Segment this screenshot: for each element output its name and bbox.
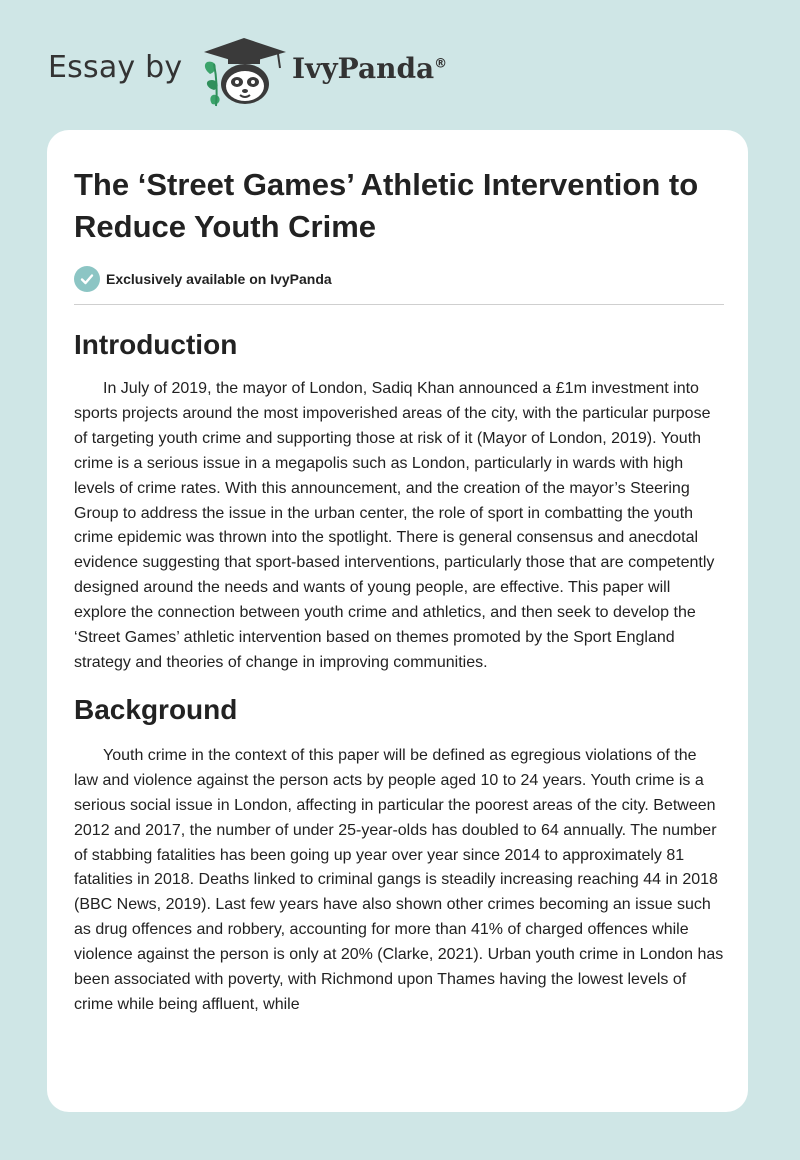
divider xyxy=(74,304,724,305)
essay-card xyxy=(47,130,748,1112)
site-header xyxy=(0,0,800,130)
ivypanda-brand[interactable] xyxy=(292,52,447,85)
exclusive-badge xyxy=(74,265,724,293)
essay-content xyxy=(74,164,724,1018)
brand-name: IvyPanda xyxy=(292,52,435,85)
introduction-paragraph: In July of 2019, the mayor of London, Sadiq Khan announced a £1m investment into sports projects around the most impoverished areas of the city, with the particular purpose of targeting youth crime and supporting those at risk of it (Mayor of London, 2019). Youth crime is a serious issue in a megapolis such as London, particularly in wards with high levels of crime rates. With this announcement, and the creation of the mayor’s Steering Group to address the issue in the urban center, the role of sport in combatting the youth crime epidemic was thrown into the spotlight. There is general consensus and anecdotal evidence suggesting that sport-based interventions, particularly those that are competently designed around the needs and wants of young people, are effective. This paper will explore the connection between youth crime and athletics, and then seek to develop the ‘Street Games’ athletic intervention based on themes promoted by the Sport England strategy and theories of change in improving communities. xyxy=(74,380,715,671)
page-title: The ‘Street Games’ Athletic Intervention to Reduce Youth Crime xyxy=(74,167,699,244)
exclusive-badge-label: Exclusively available on IvyPanda xyxy=(106,271,332,287)
check-icon xyxy=(74,266,100,292)
panda-logo-icon[interactable] xyxy=(198,34,290,108)
registered-mark: ® xyxy=(434,56,448,72)
section-heading-introduction: Introduction xyxy=(74,329,238,360)
essay-by-label: Essay by xyxy=(48,50,183,85)
background-paragraph: Youth crime in the context of this paper will be defined as egregious violations of the law and violence against the person acts by people aged 10 to 24 years. Youth crime is a serious social issue in London, affecting in particular the poorest areas of the city. Between 2012 and 2017, the number of under 25-year-olds has doubled to 64 annually. The number of stabbing fatalities has been going up year over year since 2014 to approximately 81 fatalities in 2018. Deaths linked to criminal gangs is steadily increasing reaching 44 in 2018 (BBC News, 2019). Last few years have also shown other crimes becoming an issue such as drug offences and robbery, accounting for more than 41% of charged offences while violence against the person is only at 20% (Clarke, 2021). Urban youth crime in London has been associated with poverty, with Richmond upon Thames having the lowest levels of crime while being affluent, while xyxy=(74,746,724,1013)
section-heading-background: Background xyxy=(74,693,238,725)
